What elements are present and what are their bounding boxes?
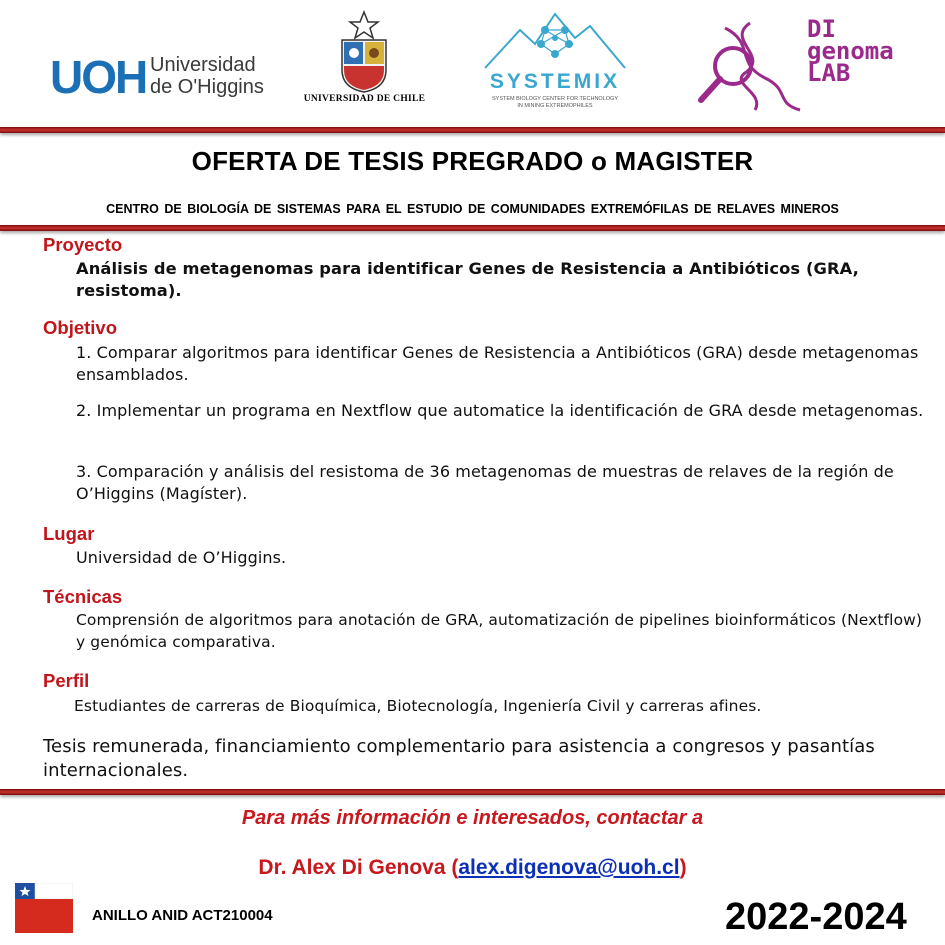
genoma-line3: LAB xyxy=(807,59,851,87)
genoma-line2: genoma xyxy=(807,37,894,65)
uoh-logo-line1: Universidad xyxy=(150,54,256,76)
uchile-logo-label: UNIVERSIDAD DE CHILE xyxy=(303,94,426,104)
digenoma-lab-wordmark xyxy=(807,15,894,87)
genoma-line1: DI xyxy=(807,15,836,43)
footer-divider xyxy=(0,789,945,795)
lugar-text: Universidad de O’Higgins. xyxy=(76,548,287,567)
contact-name-line xyxy=(0,856,945,880)
uoh-logo xyxy=(50,52,275,102)
header-divider xyxy=(0,225,945,231)
proyecto-text: Análisis de metagenomas para identificar Genes de Resistencia a Antibióticos (GRA, resistoma). xyxy=(76,259,859,300)
uchile-logo xyxy=(302,10,427,108)
conicyt-flag-icon xyxy=(15,883,73,939)
perfil-heading: Perfil xyxy=(43,670,90,691)
uoh-logo-line2: de O'Higgins xyxy=(150,76,264,98)
uchile-crest-icon xyxy=(302,10,427,94)
tecnicas-text: Comprensión de algoritmos para anotación de GRA, automatización de pipelines bioinformáticos (Nextflow) y genómica comparativa. xyxy=(76,611,923,651)
proyecto-heading: Proyecto xyxy=(43,234,123,255)
page-subtitle: CENTRO DE BIOLOGÍA DE SISTEMAS PARA EL ESTUDIO DE COMUNIDADES EXTREMÓFILAS DE RELAVES MINEROS xyxy=(106,202,839,216)
tecnicas-heading: Técnicas xyxy=(43,586,123,607)
objetivo-item-2: 2. Implementar un programa en Nextflow que automatice la identificación de GRA desde metagenomas. xyxy=(76,401,924,420)
contact-name: Dr. Alex Di Genova xyxy=(258,856,446,879)
close-paren: ) xyxy=(679,856,687,879)
top-divider xyxy=(0,127,945,133)
systemix-logo xyxy=(475,8,635,118)
uoh-logo-mark: UOH xyxy=(50,51,147,103)
open-paren: ( xyxy=(451,856,459,879)
lugar-heading: Lugar xyxy=(43,523,95,544)
uoh-logo-text xyxy=(150,54,264,98)
conicyt-logo xyxy=(15,883,73,939)
objetivo-heading: Objetivo xyxy=(43,317,118,338)
contact-line: Para más información e interesados, contactar a xyxy=(241,807,704,829)
systemix-sub-line2: IN MINING EXTREMOPHILES xyxy=(517,103,593,109)
digenoma-lab-logo xyxy=(695,15,894,113)
years-range: 2022-2024 xyxy=(725,896,907,938)
contact-email-link[interactable]: alex.digenova@uoh.cl xyxy=(458,856,680,879)
systemix-logo-word: SYSTEMIX xyxy=(489,70,621,93)
systemix-sub-line1: SYSTEM BIOLOGY CENTER FOR TECHNOLOGY xyxy=(491,96,618,102)
perfil-text: Estudiantes de carreras de Bioquímica, Biotecnología, Ingeniería Civil y carreras afines. xyxy=(74,697,762,715)
systemix-mountain-network-icon xyxy=(475,8,635,70)
objetivo-item-1: 1. Comparar algoritmos para identificar Genes de Resistencia a Antibióticos (GRA) desde metagenomas ensamblados. xyxy=(76,343,919,384)
anid-code: ANILLO ANID ACT210004 xyxy=(92,907,273,924)
dna-magnifier-icon xyxy=(695,18,805,113)
systemix-logo-subtitle xyxy=(475,96,635,110)
page-title: OFERTA DE TESIS PREGRADO o MAGISTER xyxy=(191,146,754,176)
remuneration-note: Tesis remunerada, financiamiento complementario para asistencia a congresos y pasantías internacionales. xyxy=(43,736,875,781)
objetivo-item-3: 3. Comparación y análisis del resistoma de 36 metagenomas de muestras de relaves de la región de O’Higgins (Magíster). xyxy=(76,462,894,503)
